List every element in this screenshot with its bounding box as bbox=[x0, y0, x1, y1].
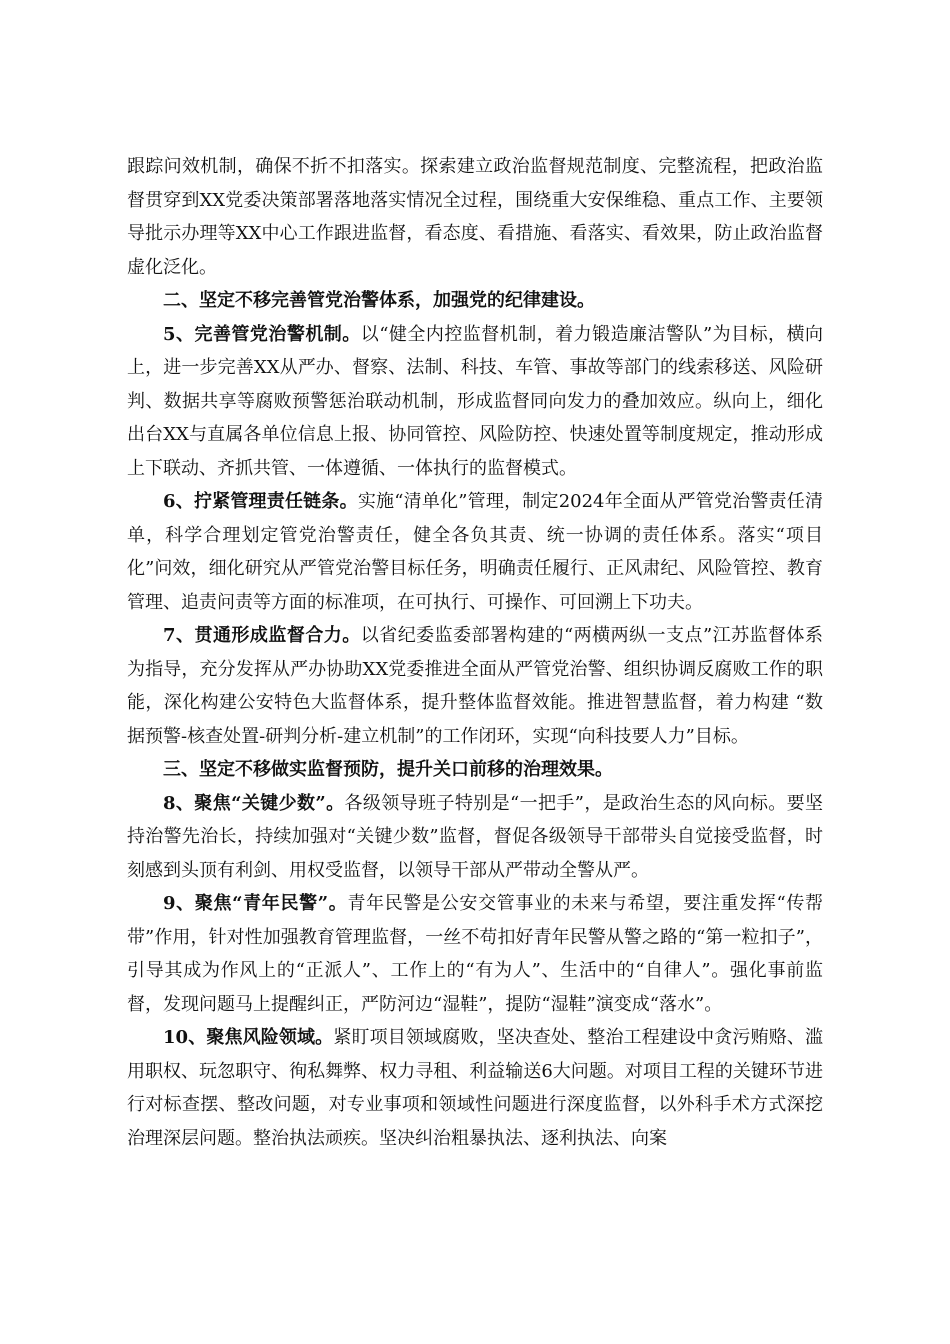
paragraph-item-10 bbox=[127, 1021, 823, 1155]
paragraph-text: 各级领导班子特别是“一把手”，是政治生态的风向标。要坚持治警先治长，持续加强对“关键少数”监督，督促各级领导干部带头自觉接受监督，时刻感到头顶有利剑、用权受监督，以领导干部从严带动全警从严。 bbox=[127, 792, 823, 881]
paragraph-item-8 bbox=[127, 787, 823, 888]
item-lead: 7、贯通形成监督合力。 bbox=[163, 625, 361, 646]
section-heading-text: 三、坚定不移做实监督预防，提升关口前移的治理效果。 bbox=[163, 759, 613, 780]
paragraph-text: 跟踪问效机制，确保不折不扣落实。探索建立政治监督规范制度、完整流程，把政治监督贯穿到XX党委决策部署落地落实情况全过程，围绕重大安保维稳、重点工作、主要领导批示办理等XX中心工作跟进监督，看态度、看措施、看落实、看效果，防止政治监督虚化泛化。 bbox=[127, 156, 823, 278]
section-heading-text: 二、坚定不移完善管党治警体系，加强党的纪律建设。 bbox=[163, 290, 595, 311]
item-lead: 9、聚焦“青年民警”。 bbox=[163, 893, 348, 914]
item-lead: 10、聚焦风险领域。 bbox=[163, 1027, 334, 1048]
paragraph-item-7 bbox=[127, 619, 823, 753]
paragraph-text: 紧盯项目领域腐败，坚决查处、整治工程建设中贪污贿赂、滥用职权、玩忽职守、徇私舞弊、权力寻租、利益输送6大问题。对项目工程的关键环节进行对标查摆、整改问题，对专业事项和领域性问题进行深度监督，以外科手术方式深挖治理深层问题。整治执法顽疾。坚决纠治粗暴执法、逐利执法、向案 bbox=[127, 1027, 823, 1149]
paragraph-text: 实施“清单化”管理，制定2024年全面从严管党治警责任清单，科学合理划定管党治警责任，健全各负其责、统一协调的责任体系。落实“项目化”问效，细化研究从严管党治警目标任务，明确责任履行、正风肃纪、风险管控、教育管理、追责问责等方面的标准项，在可执行、可操作、可回溯上下功夫。 bbox=[127, 491, 823, 613]
item-lead: 5、完善管党治警机制。 bbox=[163, 323, 361, 345]
paragraph-continuation bbox=[127, 150, 823, 284]
paragraph-item-9 bbox=[127, 887, 823, 1021]
paragraph-text: 以省纪委监委部署构建的“两横两纵一支点”江苏监督体系为指导，充分发挥从严办协助XX党委推进全面从严管党治警、组织协调反腐败工作的职能，深化构建公安特色大监督体系，提升整体监督效能。推进智慧监督，着力构建 “数据预警-核查处置-研判分析-建立机制”的工作闭环，实现“向科技要人力”目标。 bbox=[127, 625, 824, 747]
section-heading-2 bbox=[127, 284, 823, 318]
item-lead: 6、拧紧管理责任链条。 bbox=[163, 491, 358, 512]
section-heading-3 bbox=[127, 753, 823, 787]
paragraph-item-5 bbox=[127, 318, 823, 486]
document-page bbox=[127, 150, 823, 1155]
paragraph-item-6 bbox=[127, 485, 823, 619]
item-lead: 8、聚焦“关键少数”。 bbox=[163, 792, 345, 814]
paragraph-text: 青年民警是公安交管事业的未来与希望，要注重发挥“传帮带”作用，针对性加强教育管理监督，一丝不苟扣好青年民警从警之路的“第一粒扣子”，引导其成为作风上的“正派人”、工作上的“有为人”、生活中的“自律人”。强化事前监督，发现问题马上提醒纠正，严防河边“湿鞋”，提防“湿鞋”演变成“落水”。 bbox=[127, 893, 823, 1015]
paragraph-text: 以“健全内控监督机制，着力锻造廉洁警队”为目标，横向上，进一步完善XX从严办、督察、法制、科技、车管、事故等部门的线索移送、风险研判、数据共享等腐败预警惩治联动机制，形成监督同向发力的叠加效应。纵向上，细化出台XX与直属各单位信息上报、协同管控、风险防控、快速处置等制度规定，推动形成上下联动、齐抓共管、一体遵循、一体执行的监督模式。 bbox=[127, 323, 824, 479]
